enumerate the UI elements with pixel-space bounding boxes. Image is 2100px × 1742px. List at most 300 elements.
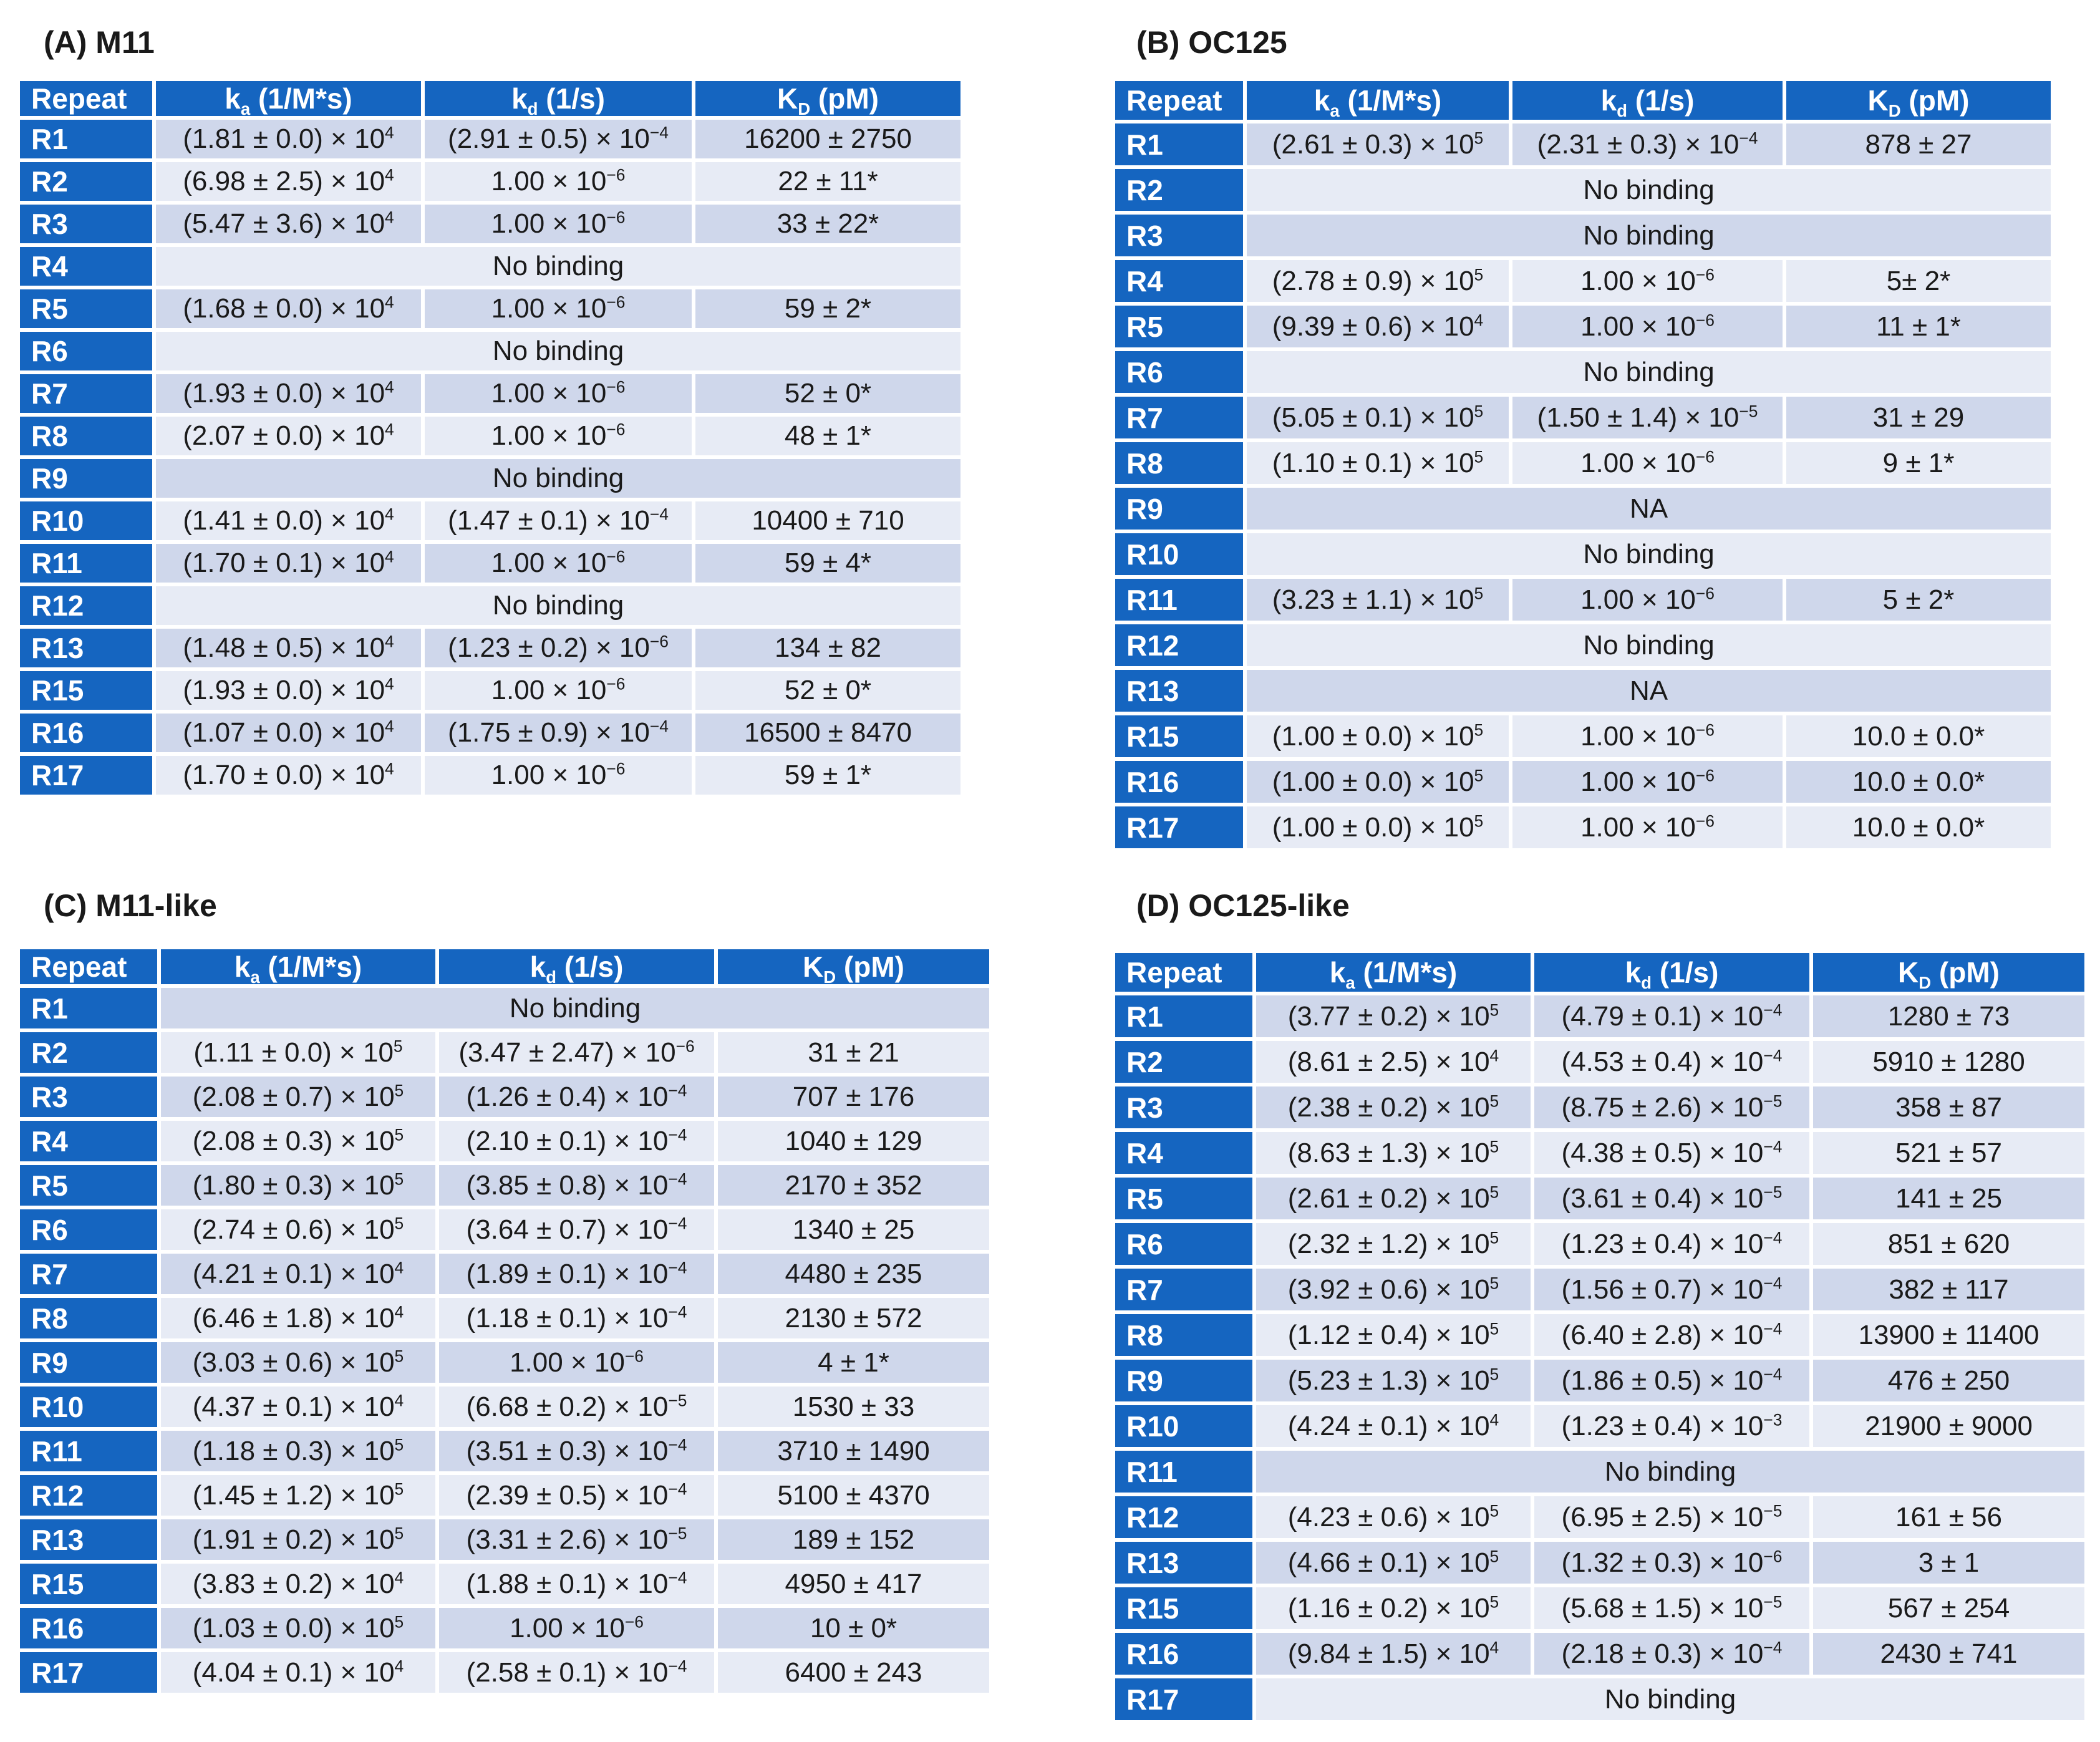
kd-cell-exponent: −4: [1763, 1637, 1783, 1657]
kd-cell-exponent: −4: [668, 1479, 687, 1498]
KD-cell: [1786, 306, 2051, 347]
table-row: [20, 162, 960, 201]
repeat-label: R3: [1115, 215, 1243, 256]
ka-cell-exponent: 5: [1489, 1227, 1499, 1247]
KD-cell: [695, 205, 960, 243]
repeat-label: R5: [20, 289, 152, 328]
kd-cell-mantissa: (4.53 ± 0.4) × 10: [1561, 1046, 1764, 1077]
ka-cell-exponent: 5: [393, 1036, 403, 1055]
KD-cell-mantissa: 6400 ± 243: [785, 1657, 922, 1688]
ka-cell-mantissa: (4.04 ± 0.1) × 10: [192, 1657, 395, 1688]
table-row: [20, 332, 960, 370]
ka-cell-exponent: 5: [394, 1435, 404, 1454]
kd-cell-mantissa: (1.18 ± 0.1) × 10: [466, 1302, 669, 1333]
repeat-label: R5: [1115, 306, 1243, 347]
ka-cell-mantissa: (4.21 ± 0.1) × 10: [192, 1258, 395, 1289]
repeat-label: R4: [20, 1121, 157, 1161]
table-row: [1115, 1678, 2084, 1720]
kd-cell-mantissa: (1.23 ± 0.4) × 10: [1561, 1228, 1764, 1259]
ka-cell-mantissa: (8.61 ± 2.5) × 10: [1287, 1046, 1490, 1077]
table-row: [1115, 715, 2051, 757]
KD-cell: [1786, 761, 2051, 803]
col-header-KD-unit: (pM): [1931, 956, 2000, 989]
ka-cell: [1256, 995, 1531, 1037]
table-row: [1115, 1451, 2084, 1493]
kd-cell: [439, 1032, 714, 1073]
kd-cell-mantissa: (2.39 ± 0.5) × 10: [466, 1479, 669, 1511]
KD-cell-mantissa: 9 ± 1*: [1882, 447, 1955, 478]
kd-cell-exponent: −6: [1695, 583, 1715, 602]
repeat-label: R9: [20, 459, 152, 498]
ka-cell-mantissa: (1.70 ± 0.0) × 10: [183, 760, 385, 790]
KD-cell-mantissa: 141 ± 25: [1895, 1183, 2002, 1214]
kd-cell: [425, 120, 692, 158]
KD-cell-mantissa: 4950 ± 417: [785, 1568, 922, 1599]
ka-cell: [156, 629, 421, 667]
col-header-KD-symbol: K: [1867, 84, 1889, 117]
ka-cell: [1256, 1496, 1531, 1538]
kd-cell-exponent: −5: [1739, 401, 1758, 420]
ka-cell-exponent: 5: [394, 1125, 404, 1144]
no-binding-cell: No binding: [1256, 1678, 2084, 1720]
KD-cell: [695, 417, 960, 455]
kd-cell-exponent: −4: [668, 1656, 687, 1675]
col-header-KD: [718, 949, 989, 987]
repeat-label: R8: [20, 417, 152, 455]
table-row: [20, 671, 960, 710]
KD-cell-mantissa: 11 ± 1*: [1876, 311, 1961, 342]
KD-cell-mantissa: 59 ± 2*: [784, 293, 872, 324]
ka-cell: [161, 1519, 435, 1560]
ka-cell: [156, 714, 421, 752]
col-header-kd: [1512, 81, 1783, 120]
ka-cell-mantissa: (1.70 ± 0.1) × 10: [183, 548, 385, 578]
repeat-label: R7: [20, 1254, 157, 1294]
ka-cell: [161, 1298, 435, 1338]
kd-cell-mantissa: (3.64 ± 0.7) × 10: [466, 1214, 669, 1245]
kd-cell-mantissa: (2.58 ± 0.1) × 10: [466, 1657, 669, 1688]
kd-cell: [1534, 1360, 1809, 1401]
ka-cell: [156, 162, 421, 201]
ka-cell: [156, 501, 421, 540]
KD-cell: [695, 671, 960, 710]
kd-cell-mantissa: 1.00 × 10: [1580, 447, 1696, 478]
table-row: [20, 1209, 989, 1250]
table-row: [1115, 1360, 2084, 1401]
kd-cell-mantissa: 1.00 × 10: [1580, 766, 1696, 797]
col-header-ka-subscript: a: [1345, 973, 1355, 993]
KD-cell-mantissa: 10 ± 0*: [810, 1612, 898, 1643]
kd-cell-exponent: −5: [1763, 1182, 1783, 1201]
kd-cell-exponent: −4: [668, 1302, 687, 1321]
ka-cell: [1256, 1223, 1531, 1265]
table-row: [20, 1608, 989, 1648]
ka-cell-exponent: 4: [1489, 1410, 1499, 1429]
col-header-kd-symbol: k: [530, 951, 546, 983]
kd-cell-exponent: −5: [1763, 1592, 1783, 1611]
repeat-label: R9: [20, 1342, 157, 1383]
repeat-label: R10: [20, 1386, 157, 1427]
KD-cell: [1786, 442, 2051, 484]
table-row: [1115, 1405, 2084, 1447]
KD-cell: [718, 1254, 989, 1294]
col-header-ka-subscript: a: [250, 967, 260, 987]
KD-cell: [1786, 579, 2051, 621]
ka-cell-exponent: 5: [1489, 1136, 1499, 1156]
ka-cell-exponent: 5: [394, 1169, 404, 1188]
repeat-label: R10: [1115, 533, 1243, 575]
kd-cell-exponent: −6: [1695, 765, 1715, 785]
repeat-label: R10: [1115, 1405, 1252, 1447]
ka-cell: [1247, 442, 1509, 484]
kd-cell-mantissa: (1.23 ± 0.2) × 10: [448, 632, 650, 663]
KD-cell-mantissa: 10.0 ± 0.0*: [1852, 720, 1985, 752]
KD-cell: [1813, 1178, 2084, 1219]
KD-cell-mantissa: 10400 ± 710: [752, 505, 904, 536]
ka-cell: [161, 1652, 435, 1693]
kd-cell-mantissa: 1.00 × 10: [491, 420, 607, 451]
ka-cell-mantissa: (4.23 ± 0.6) × 10: [1287, 1501, 1490, 1532]
kd-cell: [439, 1652, 714, 1693]
ka-cell-exponent: 5: [394, 1346, 404, 1365]
table-row: [1115, 1496, 2084, 1538]
kd-cell-mantissa: 1.00 × 10: [491, 548, 607, 578]
col-header-kd-unit: (1/s): [1652, 956, 1719, 989]
kd-cell: [1534, 1086, 1809, 1128]
col-header-repeat-symbol: Repeat: [1126, 956, 1222, 989]
repeat-label: R15: [1115, 715, 1243, 757]
kd-cell-mantissa: (1.75 ± 0.9) × 10: [448, 717, 650, 748]
kd-cell: [1534, 1132, 1809, 1174]
kd-cell-exponent: −3: [1763, 1410, 1783, 1429]
repeat-label: R1: [20, 988, 157, 1028]
col-header-kd-subscript: d: [1617, 101, 1628, 121]
kd-cell-exponent: −4: [668, 1435, 687, 1454]
ka-cell-exponent: 5: [1489, 1501, 1499, 1520]
repeat-label: R3: [20, 205, 152, 243]
kd-cell-mantissa: (1.86 ± 0.5) × 10: [1561, 1365, 1764, 1396]
kd-cell-mantissa: (3.85 ± 0.8) × 10: [466, 1169, 669, 1201]
ka-cell-exponent: 4: [1489, 1045, 1499, 1065]
repeat-label: R15: [1115, 1587, 1252, 1629]
repeat-label: R11: [20, 1431, 157, 1471]
repeat-label: R13: [20, 1519, 157, 1560]
kd-cell-mantissa: (1.26 ± 0.4) × 10: [466, 1081, 669, 1112]
ka-cell: [161, 1209, 435, 1250]
table-row: [1115, 1223, 2084, 1265]
kd-cell-exponent: −4: [649, 123, 669, 142]
ka-cell-exponent: 5: [1489, 1364, 1499, 1383]
table-row: [20, 1564, 989, 1604]
ka-cell: [161, 1077, 435, 1117]
kd-cell-mantissa: 1.00 × 10: [491, 208, 607, 239]
repeat-label: R11: [20, 544, 152, 583]
table-row: [20, 629, 960, 667]
repeat-label: R7: [20, 374, 152, 413]
kd-cell-mantissa: 1.00 × 10: [491, 293, 607, 324]
table-row: [1115, 1086, 2084, 1128]
KD-cell: [1786, 806, 2051, 848]
ka-cell-mantissa: (6.46 ± 1.8) × 10: [192, 1302, 395, 1333]
ka-cell-mantissa: (1.07 ± 0.0) × 10: [183, 717, 385, 748]
kd-cell-mantissa: 1.00 × 10: [491, 760, 607, 790]
table-row: [20, 374, 960, 413]
kd-cell-exponent: −5: [668, 1523, 687, 1542]
table-row: [1115, 351, 2051, 393]
kd-cell-exponent: −6: [624, 1612, 644, 1631]
col-header-ka-unit: (1/M*s): [250, 82, 352, 115]
table-row: [20, 1475, 989, 1516]
table-row: [20, 1032, 989, 1073]
kd-cell-mantissa: (3.31 ± 2.6) × 10: [466, 1524, 669, 1555]
col-header-repeat-symbol: Repeat: [1126, 84, 1222, 117]
repeat-label: R11: [1115, 579, 1243, 621]
ka-cell-exponent: 4: [385, 165, 394, 185]
KD-cell: [718, 1165, 989, 1206]
table-row: [20, 289, 960, 328]
KD-cell: [1786, 123, 2051, 165]
ka-cell: [156, 671, 421, 710]
repeat-label: R6: [1115, 351, 1243, 393]
col-header-kd-subscript: d: [546, 967, 557, 987]
KD-cell-mantissa: 16500 ± 8470: [744, 717, 912, 748]
KD-cell-mantissa: 5± 2*: [1886, 265, 1951, 296]
kd-cell: [439, 1077, 714, 1117]
ka-cell-mantissa: (1.41 ± 0.0) × 10: [183, 505, 385, 536]
table-row: [1115, 806, 2051, 848]
ka-cell-exponent: 4: [1474, 310, 1484, 329]
KD-cell: [695, 289, 960, 328]
ka-cell-mantissa: (2.07 ± 0.0) × 10: [183, 420, 385, 451]
repeat-label: R16: [1115, 1633, 1252, 1675]
ka-cell-mantissa: (3.92 ± 0.6) × 10: [1287, 1274, 1490, 1305]
ka-cell-exponent: 5: [1474, 128, 1484, 147]
kd-cell-exponent: −6: [1695, 447, 1715, 466]
repeat-label: R2: [20, 1032, 157, 1073]
kinetics-table: [1111, 77, 2054, 852]
kd-cell-exponent: −6: [606, 377, 626, 397]
table-row: [1115, 1633, 2084, 1675]
no-binding-cell: No binding: [156, 247, 960, 286]
col-header-ka: [161, 949, 435, 987]
kd-cell-mantissa: (1.23 ± 0.4) × 10: [1561, 1410, 1764, 1441]
kd-cell-exponent: −4: [1763, 1136, 1783, 1156]
table-row: [20, 1165, 989, 1206]
KD-cell-mantissa: 5910 ± 1280: [1872, 1046, 2025, 1077]
ka-cell-mantissa: (1.16 ± 0.2) × 10: [1287, 1592, 1490, 1623]
col-header-ka-unit: (1/M*s): [1339, 84, 1442, 117]
ka-cell-mantissa: (3.77 ± 0.2) × 10: [1287, 1000, 1490, 1032]
ka-cell-mantissa: (1.00 ± 0.0) × 10: [1272, 811, 1474, 843]
col-header-ka-unit: (1/M*s): [259, 951, 362, 983]
repeat-label: R5: [1115, 1178, 1252, 1219]
kinetics-table: [1111, 949, 2088, 1724]
kd-cell: [425, 205, 692, 243]
ka-cell-exponent: 4: [394, 1302, 404, 1321]
kd-cell: [439, 1475, 714, 1516]
ka-cell: [1256, 1269, 1531, 1310]
kd-cell-exponent: −4: [1763, 1273, 1783, 1292]
ka-cell: [161, 1431, 435, 1471]
col-header-repeat: [1115, 953, 1252, 992]
kd-cell: [439, 1254, 714, 1294]
KD-cell-mantissa: 134 ± 82: [775, 632, 881, 663]
KD-cell: [718, 1519, 989, 1560]
ka-cell: [1256, 1633, 1531, 1675]
KD-cell: [1786, 260, 2051, 302]
kd-cell: [425, 289, 692, 328]
ka-cell-exponent: 4: [385, 123, 394, 142]
col-header-kd-unit: (1/s): [1627, 84, 1695, 117]
ka-cell-mantissa: (1.45 ± 1.2) × 10: [192, 1479, 395, 1511]
ka-cell-mantissa: (8.63 ± 1.3) × 10: [1287, 1137, 1490, 1168]
kd-cell-exponent: −6: [649, 632, 669, 651]
kd-cell: [439, 1298, 714, 1338]
kd-cell-mantissa: (2.31 ± 0.3) × 10: [1537, 128, 1740, 160]
col-header-KD-symbol: K: [1897, 956, 1919, 989]
ka-cell: [161, 1254, 435, 1294]
ka-cell-exponent: 5: [394, 1479, 404, 1498]
repeat-label: R6: [1115, 1223, 1252, 1265]
KD-cell-mantissa: 851 ± 620: [1887, 1228, 2010, 1259]
table-row: [20, 1342, 989, 1383]
table-row: [1115, 1542, 2084, 1584]
col-header-ka-symbol: k: [234, 951, 251, 983]
table-row: [20, 1652, 989, 1693]
no-binding-cell: No binding: [156, 586, 960, 625]
KD-cell: [1786, 715, 2051, 757]
ka-cell-exponent: 4: [385, 505, 394, 524]
ka-cell: [1247, 260, 1509, 302]
kd-cell: [1534, 1223, 1809, 1265]
kd-cell-exponent: −6: [624, 1346, 644, 1365]
ka-cell: [1247, 761, 1509, 803]
KD-cell: [718, 1298, 989, 1338]
kd-cell: [439, 1209, 714, 1250]
kd-cell: [1534, 1041, 1809, 1083]
KD-cell-mantissa: 161 ± 56: [1895, 1501, 2002, 1532]
ka-cell-mantissa: (1.03 ± 0.0) × 10: [192, 1612, 395, 1643]
table-row: [1115, 260, 2051, 302]
ka-cell: [156, 756, 421, 795]
ka-cell-mantissa: (2.61 ± 0.3) × 10: [1272, 128, 1474, 160]
col-header-kd-unit: (1/s): [538, 82, 605, 115]
table-row: [1115, 1269, 2084, 1310]
repeat-label: R9: [1115, 1360, 1252, 1401]
ka-cell-mantissa: (2.61 ± 0.2) × 10: [1287, 1183, 1490, 1214]
repeat-label: R16: [20, 714, 152, 752]
repeat-label: R10: [20, 501, 152, 540]
col-header-ka-subscript: a: [1330, 101, 1340, 121]
ka-cell-mantissa: (3.83 ± 0.2) × 10: [192, 1568, 395, 1599]
table-row: [20, 417, 960, 455]
KD-cell-mantissa: 1040 ± 129: [785, 1125, 922, 1156]
repeat-label: R11: [1115, 1451, 1252, 1493]
KD-cell: [1813, 1314, 2084, 1356]
kd-cell: [425, 544, 692, 583]
repeat-label: R5: [20, 1165, 157, 1206]
ka-cell-exponent: 5: [1474, 720, 1484, 739]
panel-title: (A) M11: [44, 25, 155, 60]
KD-cell: [718, 1209, 989, 1250]
ka-cell-mantissa: (1.93 ± 0.0) × 10: [183, 378, 385, 409]
no-binding-cell: NA: [1247, 670, 2051, 712]
col-header-ka: [156, 81, 421, 119]
kd-cell: [1534, 1633, 1809, 1675]
table-row: [1115, 579, 2051, 621]
kd-cell-exponent: −6: [1695, 310, 1715, 329]
table-row: [1115, 995, 2084, 1037]
KD-cell: [1813, 1223, 2084, 1265]
ka-cell-mantissa: (6.98 ± 2.5) × 10: [183, 166, 385, 196]
ka-cell-mantissa: (9.84 ± 1.5) × 10: [1287, 1638, 1490, 1669]
kd-cell-mantissa: 1.00 × 10: [491, 378, 607, 409]
kd-cell-mantissa: 1.00 × 10: [1580, 811, 1696, 843]
KD-cell-mantissa: 33 ± 22*: [777, 208, 879, 239]
no-binding-cell: No binding: [1247, 624, 2051, 666]
kd-cell: [425, 629, 692, 667]
KD-cell: [718, 1121, 989, 1161]
col-header-ka-symbol: k: [225, 82, 241, 115]
kd-cell-mantissa: 1.00 × 10: [1580, 584, 1696, 615]
kd-cell-mantissa: (4.79 ± 0.1) × 10: [1561, 1000, 1764, 1032]
table-row: [1115, 1587, 2084, 1629]
col-header-KD-unit: (pM): [1900, 84, 1970, 117]
ka-cell: [1256, 1405, 1531, 1447]
kd-cell-mantissa: (3.47 ± 2.47) × 10: [458, 1037, 676, 1068]
ka-cell: [161, 1564, 435, 1604]
KD-cell: [718, 1431, 989, 1471]
kd-cell-mantissa: 1.00 × 10: [491, 166, 607, 196]
table-row: [20, 1254, 989, 1294]
ka-cell-mantissa: (2.38 ± 0.2) × 10: [1287, 1091, 1490, 1123]
ka-cell: [1247, 397, 1509, 438]
ka-cell: [1256, 1132, 1531, 1174]
repeat-label: R13: [20, 629, 152, 667]
kd-cell: [1534, 1269, 1809, 1310]
ka-cell: [1247, 715, 1509, 757]
ka-cell: [156, 289, 421, 328]
KD-cell: [695, 629, 960, 667]
kd-cell-exponent: −4: [1739, 128, 1758, 147]
KD-cell-mantissa: 52 ± 0*: [784, 675, 872, 705]
table-row: [20, 1077, 989, 1117]
ka-cell-mantissa: (1.00 ± 0.0) × 10: [1272, 720, 1474, 752]
KD-cell: [1813, 1086, 2084, 1128]
kd-cell-mantissa: (6.40 ± 2.8) × 10: [1561, 1319, 1764, 1350]
col-header-KD-unit: (pM): [836, 951, 904, 983]
ka-cell: [161, 1032, 435, 1073]
KD-cell: [1813, 1496, 2084, 1538]
ka-cell-mantissa: (2.08 ± 0.7) × 10: [192, 1081, 395, 1112]
KD-cell-mantissa: 48 ± 1*: [784, 420, 872, 451]
table-row: [20, 120, 960, 158]
ka-cell: [156, 120, 421, 158]
kd-cell: [1534, 1405, 1809, 1447]
kd-cell: [1534, 995, 1809, 1037]
table-row: [20, 1121, 989, 1161]
ka-cell: [156, 417, 421, 455]
kd-cell: [1512, 397, 1783, 438]
kd-cell-mantissa: (6.68 ± 0.2) × 10: [466, 1391, 669, 1422]
repeat-label: R16: [1115, 761, 1243, 803]
col-header-kd: [439, 949, 714, 987]
KD-cell: [1813, 1633, 2084, 1675]
ka-cell-mantissa: (1.80 ± 0.3) × 10: [192, 1169, 395, 1201]
KD-cell: [695, 162, 960, 201]
ka-cell-exponent: 5: [394, 1080, 404, 1100]
kd-cell-mantissa: (6.95 ± 2.5) × 10: [1561, 1501, 1764, 1532]
